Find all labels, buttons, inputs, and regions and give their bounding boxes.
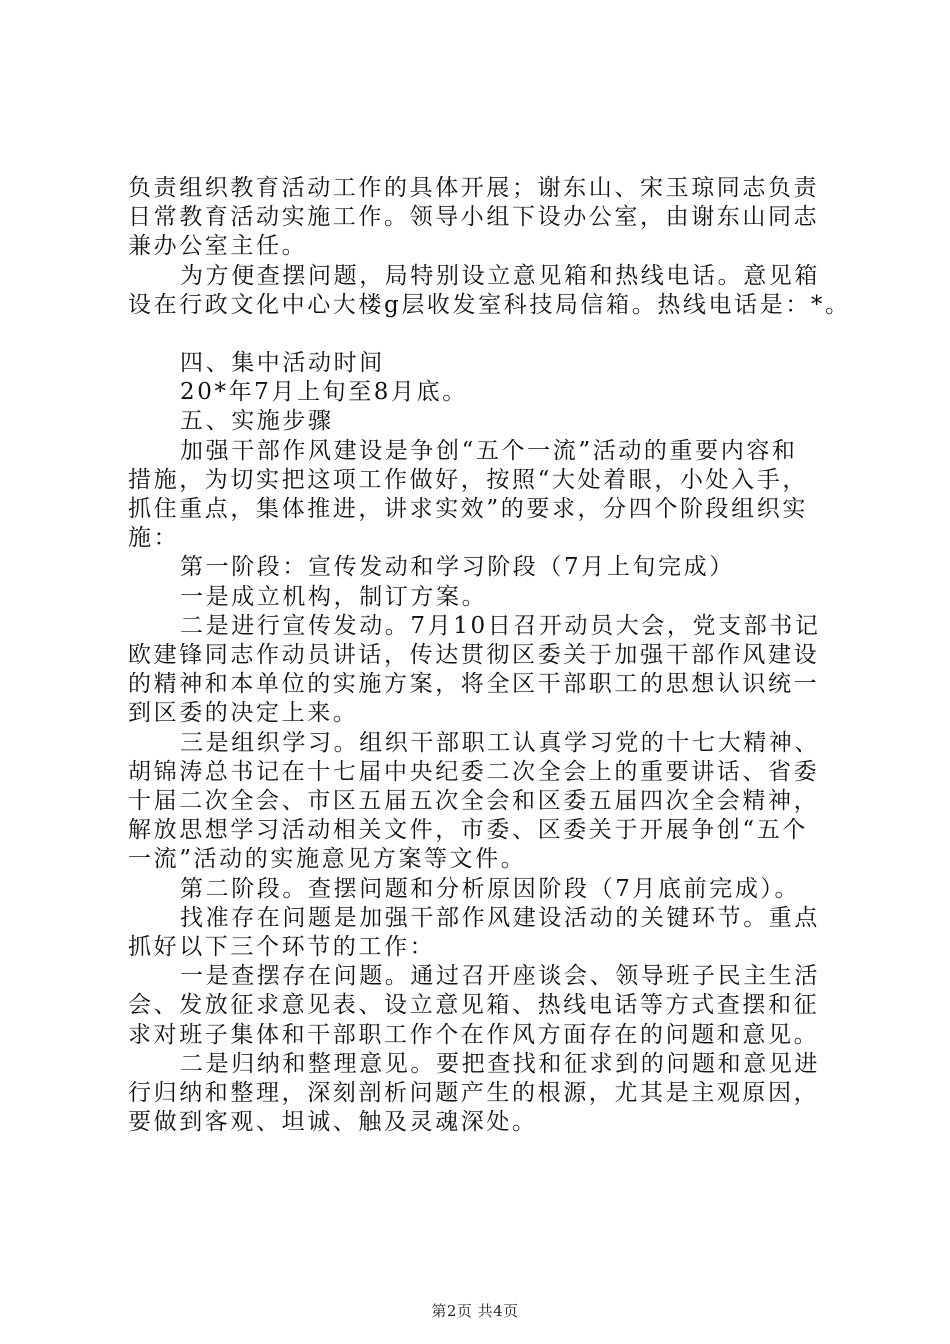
text-line: 设在行政文化中心大楼g层收发室科技局信箱。热线电话是：*。: [128, 291, 851, 318]
text-line: 会、发放征求意见表、设立意见箱、热线电话等方式查摆和征: [128, 992, 820, 1019]
text-line: 解放思想学习活动相关文件，市委、区委关于开展争创“五个: [128, 817, 808, 844]
text-line: 负责组织教育活动工作的具体开展；谢东山、宋玉琼同志负责: [128, 175, 820, 201]
text-line: 二是归纳和整理意见。要把查找和征求到的问题和意见进: [180, 1050, 820, 1077]
text-line: 抓住重点，集体推进，讲求实效”的要求，分四个阶段组织实: [128, 496, 808, 523]
text-line: 四、集中活动时间: [180, 350, 385, 377]
text-line: 第二阶段。查摆问题和分析原因阶段（7月底前完成）。: [180, 875, 801, 902]
text-line: 抓好以下三个环节的工作：: [128, 934, 436, 961]
blank-line: [128, 320, 828, 349]
page-number: 第2页 共4页: [431, 1302, 519, 1320]
text-line: 二是进行宣传发动。7月10日召开动员大会，党支部书记: [180, 612, 821, 639]
text-line: 十届二次全会、市区五届五次全会和区委五届四次全会精神，: [128, 788, 820, 815]
text-line: 加强干部作风建设是争创“五个一流”活动的重要内容和: [180, 437, 798, 464]
text-line: 的精神和本单位的实施方案，将全区干部职工的思想认识统一: [128, 671, 820, 698]
text-line: 兼办公室主任。: [128, 233, 308, 260]
document-body: [128, 174, 851, 1138]
text-line: 一是查摆存在问题。通过召开座谈会、领导班子民主生活: [180, 963, 820, 990]
text-line: 第一阶段：宣传发动和学习阶段（7月上旬完成）: [180, 554, 735, 581]
text-line: 五、实施步骤: [180, 408, 334, 435]
text-line: 20*年7月上旬至8月底。: [180, 379, 468, 406]
text-line: 到区委的决定上来。: [128, 700, 359, 727]
text-line: 为方便查摆问题，局特别设立意见箱和热线电话。意见箱: [180, 262, 820, 289]
text-line: 一是成立机构，制订方案。: [180, 583, 488, 610]
text-line: 找准存在问题是加强干部作风建设活动的关键环节。重点: [180, 904, 820, 931]
text-line: 日常教育活动实施工作。领导小组下设办公室，由谢东山同志: [128, 204, 820, 231]
text-line: 行归纳和整理，深刻剖析问题产生的根源，尤其是主观原因，: [128, 1080, 820, 1107]
text-line: 胡锦涛总书记在十七届中央纪委二次全会上的重要讲话、省委: [128, 758, 820, 785]
text-line: 求对班子集体和干部职工作个在作风方面存在的问题和意见。: [128, 1021, 820, 1048]
text-line: 一流”活动的实施意见方案等文件。: [128, 846, 527, 873]
text-line: 施：: [128, 525, 180, 552]
text-line: 欧建锋同志作动员讲话，传达贯彻区委关于加强干部作风建设: [128, 642, 820, 669]
text-line: 措施，为切实把这项工作做好，按照“大处着眼，小处入手，: [128, 466, 808, 493]
text-line: 要做到客观、坦诚、触及灵魂深处。: [128, 1109, 538, 1136]
text-line: 三是组织学习。组织干部职工认真学习党的十七大精神、: [180, 729, 820, 756]
